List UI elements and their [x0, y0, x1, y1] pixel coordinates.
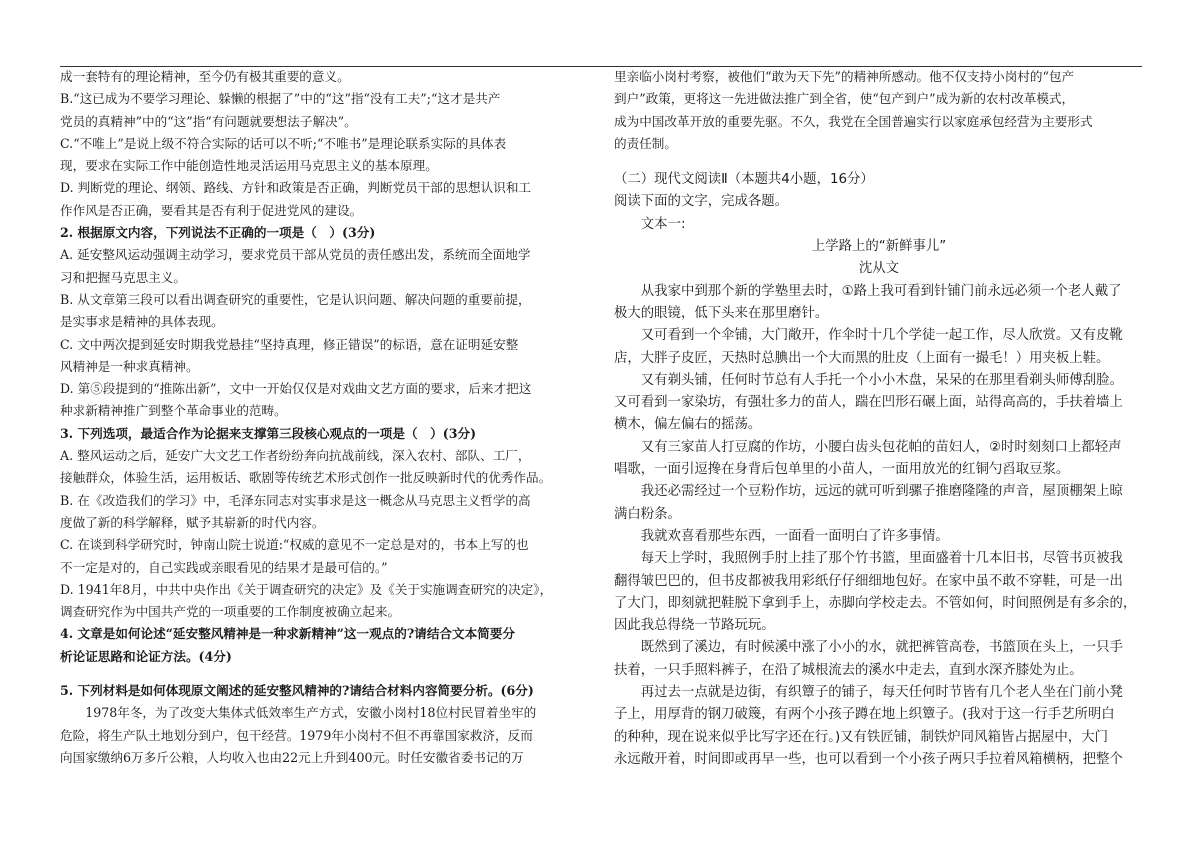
essay-line: 又有三家苗人打豆腐的作坊，小腰白齿头包花帕的苗妇人，②时时刻刻口上都轻声 — [640, 439, 1122, 455]
question-line: 析论证思路和论证方法。(4分) — [60, 648, 232, 664]
essay-line: 永远敞开着，时间即或再早一些，也可以看到一个小孩子两只手拉着风箱横柄，把整个 — [614, 751, 1123, 767]
text-line: 现，要求在实际工作中能创造性地灵活运用马克思主义的基本原理。 — [60, 158, 438, 174]
text-line: 作作风是否正确，要看其是否有利于促进党风的建设。 — [60, 202, 363, 218]
essay-line: 店，大胖子皮匠，天热时总腆出一个大而黑的肚皮（上面有一撮毛！）用夹板上鞋。 — [614, 350, 1110, 366]
text-line: D. 第⑤段提到的“推陈出新”，文中一开始仅仅是对戏曲文艺方面的要求，后来才把这 — [60, 381, 532, 397]
text-line: 到户”政策，更将这一先进做法推广到全省，使“包产到户”成为新的农村改革模式， — [614, 91, 1075, 107]
text-line: 接触群众，体验生活，运用板话、歌剧等传统艺术形式创作一批反映新时代的优秀作品。 — [60, 470, 552, 486]
question-line: 2. 根据原文内容，下列说法不正确的一项是（ ）(3分) — [60, 225, 376, 241]
text-line: D. 1941年8月，中共中央作出《关于调查研究的决定》及《关于实施调查研究的决定》， — [60, 581, 553, 597]
text-line: 种求新精神推广到整个革命事业的范畴。 — [60, 403, 287, 419]
text-line: A. 整风运动之后，延安广大文艺工作者纷纷奔向抗战前线，深入农村、部队、工厂， — [60, 448, 531, 464]
text-line: D. 判断党的理论、纲领、路线、方针和政策是否正确，判断党员干部的思想认识和工 — [60, 180, 532, 196]
right-column — [614, 66, 1144, 771]
text-line: A. 延安整风运动强调主动学习，要求党员干部从党员的责任感出发，系统而全面地学 — [60, 247, 531, 263]
text-line: C. 在谈到科学研究时，钟南山院士说道:“权威的意见不一定总是对的，书本上写的也 — [60, 537, 529, 553]
text-line: 成为中国改革开放的重要先驱。不久，我党在全国普遍实行以家庭承包经营为主要形式 — [614, 113, 1093, 129]
text-line: 成一套特有的理论精神，至今仍有极其重要的意义。 — [60, 69, 350, 84]
essay-line: 从我家中到那个新的学塾里去时，①路上我可看到针铺门前永远必须一个老人戴了 — [640, 283, 1122, 299]
essay-line: 的种种，现在说来似乎比写字还在行。)又有铁匠铺，制铁炉同风箱皆占据屋中，大门 — [614, 729, 1108, 745]
text-line: 向国家缴纳6万多斤公粮，人均收入也由22元上升到400元。时任安徽省委书记的万 — [60, 749, 524, 765]
essay-line: 子上，用厚背的钢刀破篾，有两个小孩子蹲在地上织簟子。(我对于这一行手艺所明白 — [614, 707, 1115, 723]
essay-line: 每天上学时，我照例手肘上挂了那个竹书篮，里面盛着十几本旧书，尽管书页被我 — [640, 551, 1123, 567]
essay-line: 我就欢喜看那些东西，一面看一面明白了许多事情。 — [640, 528, 949, 544]
text-label: 文本一: — [640, 216, 686, 232]
text-line: 里亲临小岗村考察，被他们“敢为天下先”的精神所感动。他不仅支持小岗村的“包产 — [614, 69, 1075, 84]
essay-line: 了大门，即刻就把鞋脱下拿到手上，赤脚向学校走去。不管如何，时间照例是有多余的， — [614, 595, 1137, 611]
question-line: 4. 文章是如何论述“延安整风精神是一种求新精神”这一观点的?请结合文本简要分 — [60, 626, 515, 642]
text-line: B. 在《改造我们的学习》中，毛泽东同志对实事求是这一概念从马克思主义哲学的高 — [60, 492, 531, 508]
essay-line: 因此我总得绕一节路玩玩。 — [614, 618, 775, 634]
essay-line: 扶着，一只手照料裤子，在沿了城根流去的溪水中走去，直到水深齐膝处为止。 — [614, 662, 1083, 678]
spacer — [60, 668, 595, 680]
section-title: （二）现代文阅读Ⅱ（本题共4小题，16分） — [614, 172, 874, 188]
essay-line: 又可看到一家染坊，有强壮多力的苗人，踹在凹形石碾上面，站得高高的，手扶着墙上 — [614, 395, 1123, 411]
text-line: 党员的真精神”中的“这”指“有问题就要想法子解决”。 — [60, 113, 357, 129]
question-line: 5. 下列材料是如何体现原文阐述的延安整风精神的?请结合材料内容简要分析。(6分) — [60, 683, 534, 699]
essay-body — [614, 281, 1144, 772]
text-line: B. 从文章第三段可以看出调查研究的重要性，它是认识问题、解决问题的重要前提， — [60, 291, 531, 307]
text-line: 的责任制。 — [614, 135, 677, 151]
essay-line: 又可看到一个伞铺，大门敞开，作伞时十几个学徒一起工作，尽人欣赏。又有皮靴 — [640, 328, 1123, 344]
text-line: 不一定是对的，自己实践或亲眼看见的结果才是最可信的。” — [60, 559, 388, 575]
essay-line: 又有剃头铺，任何时节总有人手托一个小小木盘，呆呆的在那里看剃头师傅刮脸。 — [640, 372, 1123, 388]
essay-line: 唱歌，一面引逗搀在身背后包单里的小苗人，一面用放光的红铜勺舀取豆浆。 — [614, 462, 1070, 478]
essay-line: 满白粉条。 — [614, 506, 681, 522]
text-line: 度做了新的科学解释，赋予其崭新的时代内容。 — [60, 514, 325, 530]
text-line: 1978年冬，为了改变大集体式低效率生产方式，安徽小岗村18位村民冒着坐牢的 — [85, 705, 537, 721]
essay-title: 上学路上的“新鲜事儿” — [811, 239, 947, 255]
left-column — [60, 66, 595, 769]
text-line: 风精神是一种求真精神。 — [60, 358, 199, 374]
text-line: 是实事求是精神的具体表现。 — [60, 314, 224, 330]
essay-author: 沈从文 — [858, 261, 900, 277]
text-line: C.“不唯上”是说上级不符合实际的话可以不听;“不唯书”是理论联系实际的具体表 — [60, 135, 507, 151]
text-line: 习和把握马克思主义。 — [60, 269, 186, 285]
text-line: C. 文中两次提到延安时期我党悬挂“坚持真理，修正错误”的标语，意在证明延安整 — [60, 336, 519, 352]
essay-line: 翻得皱巴巴的，但书皮都被我用彩纸仔仔细细地包好。在家中虽不敢不穿鞋，可是一出 — [614, 573, 1123, 589]
text-line: B.“这已成为不要学习理论、躲懒的根据了”中的“这”指“没有工夫”;“这才是共产 — [60, 91, 501, 107]
continued-material — [614, 66, 1144, 155]
essay-line: 我还必需经过一个豆粉作坊，远远的就可听到骡子推磨隆隆的声音，屋顶棚架上晾 — [640, 484, 1123, 500]
essay-line: 再过去一点就是边街，有织簟子的铺子，每天任何时节皆有几个老人坐在门前小凳 — [640, 685, 1123, 701]
instruction-text: 阅读下面的文字，完成各题。 — [614, 194, 789, 210]
text-line: 危险，将生产队土地划分到户，包干经营。1979年小岗村不但不再靠国家救济，反而 — [60, 727, 533, 743]
text-line: 调查研究作为中国共产党的一项重要的工作制度被确立起来。 — [60, 604, 401, 620]
question-line: 3. 下列选项，最适合作为论据来支撑第三段核心观点的一项是（ ）(3分) — [60, 425, 477, 441]
essay-line: 横木，偏左偏右的摇荡。 — [614, 417, 762, 433]
essay-line: 既然到了溪边，有时候溪中涨了小小的水，就把裤管高卷，书篮顶在头上，一只手 — [640, 640, 1123, 656]
essay-line: 极大的眼镜，低下头来在那里磨针。 — [614, 305, 829, 321]
